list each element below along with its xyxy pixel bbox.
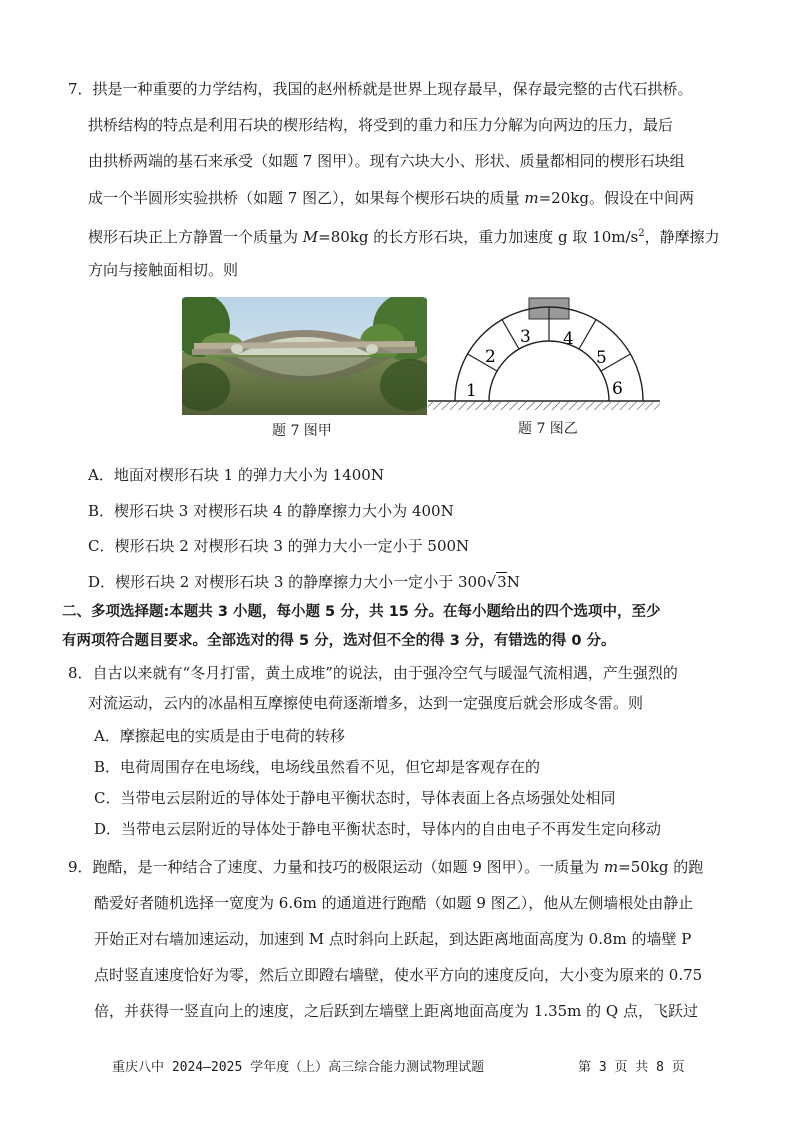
caption-fig-b: 题 7 图乙 — [518, 421, 578, 437]
block-label-2: 2 — [485, 347, 496, 367]
section2-heading-line1: 二、多项选择题:本题共 3 小题，每小题 5 分，共 15 分。在每小题给出的四个选项中，至少 — [62, 604, 661, 620]
q7-line-3: 由拱桥两端的基石来承受（如题 7 图甲）。现有六块大小、形状、质量都相同的楔形石块组 — [88, 152, 685, 170]
arch-diagram — [428, 296, 664, 421]
q7-line-5: 楔形石块正上方静置一个质量为 M=80kg 的长方形石块，重力加速度 g 取 $10m/s^2$，静摩擦力 — [88, 228, 720, 246]
q7-line-2: 拱桥结构的特点是利用石块的楔形结构，将受到的重力和压力分解为向两边的压力，最后 — [88, 116, 674, 134]
q9-line-2: 酷爱好者随机选择一宽度为 6.6m 的通道进行跑酷（如题 9 图乙），他从左侧墙根处由静止 — [94, 894, 694, 912]
q8-option-b: B．电荷周围存在电场线，电场线虽然看不见，但它却是客观存在的 — [94, 758, 541, 776]
section2-heading-line2: 有两项符合题目要求。全部选对的得 5 分，选对但不全的得 3 分，有错选的得 0 分。 — [62, 633, 616, 649]
caption-fig-a: 题 7 图甲 — [272, 423, 332, 439]
q7-line-1: 7．拱是一种重要的力学结构，我国的赵州桥就是世界上现存最早，保存最完整的古代石拱桥。 — [68, 80, 693, 98]
block-label-3: 3 — [520, 327, 531, 347]
q8-line-2: 对流运动，云内的冰晶相互摩擦使电荷逐渐增多，达到一定强度后就会形成冬雷。则 — [88, 694, 644, 712]
footer-page-number: 第 3 页 共 8 页 — [578, 1060, 685, 1075]
q7-option-d: D．楔形石块 2 对楔形石块 3 的静摩擦力大小一定小于 300√3N — [88, 573, 520, 591]
block-label-6: 6 — [612, 379, 623, 399]
q9-line-1: 9．跑酷，是一种结合了速度、力量和技巧的极限运动（如题 9 图甲）。一质量为 m=50kg 的跑 — [68, 858, 704, 876]
q9-line-4: 点时竖直速度恰好为零，然后立即蹬右墙壁，使水平方向的速度反向，大小变为原来的 0.75 — [94, 966, 703, 984]
q7-option-b: B．楔形石块 3 对楔形石块 4 的静摩擦力大小为 400N — [88, 502, 454, 520]
footer-title: 重庆八中 2024—2025 学年度（上）高三综合能力测试物理试题 — [112, 1060, 485, 1075]
block-label-4: 4 — [563, 329, 574, 349]
block-label-1: 1 — [466, 381, 477, 401]
q8-option-d: D．当带电云层附近的导体处于静电平衡状态时，导体内的自由电子不再发生定向移动 — [94, 820, 662, 838]
q8-option-c: C．当带电云层附近的导体处于静电平衡状态时，导体表面上各点场强处处相同 — [94, 789, 616, 807]
bridge-photo — [182, 297, 427, 415]
q7-line-4: 成一个半圆形实验拱桥（如题 7 图乙），如果每个楔形石块的质量 m=20kg。假设在中间两 — [88, 189, 694, 207]
q8-line-1: 8．自古以来就有“冬月打雷，黄土成堆”的说法，由于强冷空气与暖湿气流相遇，产生强烈的 — [68, 664, 678, 682]
q7-option-a: A．地面对楔形石块 1 的弹力大小为 1400N — [88, 466, 384, 484]
q7-option-c: C．楔形石块 2 对楔形石块 3 的弹力大小一定小于 500N — [88, 537, 470, 555]
block-label-5: 5 — [596, 348, 607, 368]
q9-line-5: 倍，并获得一竖直向上的速度，之后跃到左墙壁上距离地面高度为 1.35m 的 Q 点，飞跃过 — [94, 1002, 698, 1020]
q7-line-6: 方向与接触面相切。则 — [88, 261, 239, 279]
q8-option-a: A．摩擦起电的实质是由于电荷的转移 — [94, 727, 345, 745]
q9-line-3: 开始正对右墙加速运动，加速到 M 点时斜向上跃起，到达距离地面高度为 0.8m 的墙壁 P — [94, 930, 692, 948]
